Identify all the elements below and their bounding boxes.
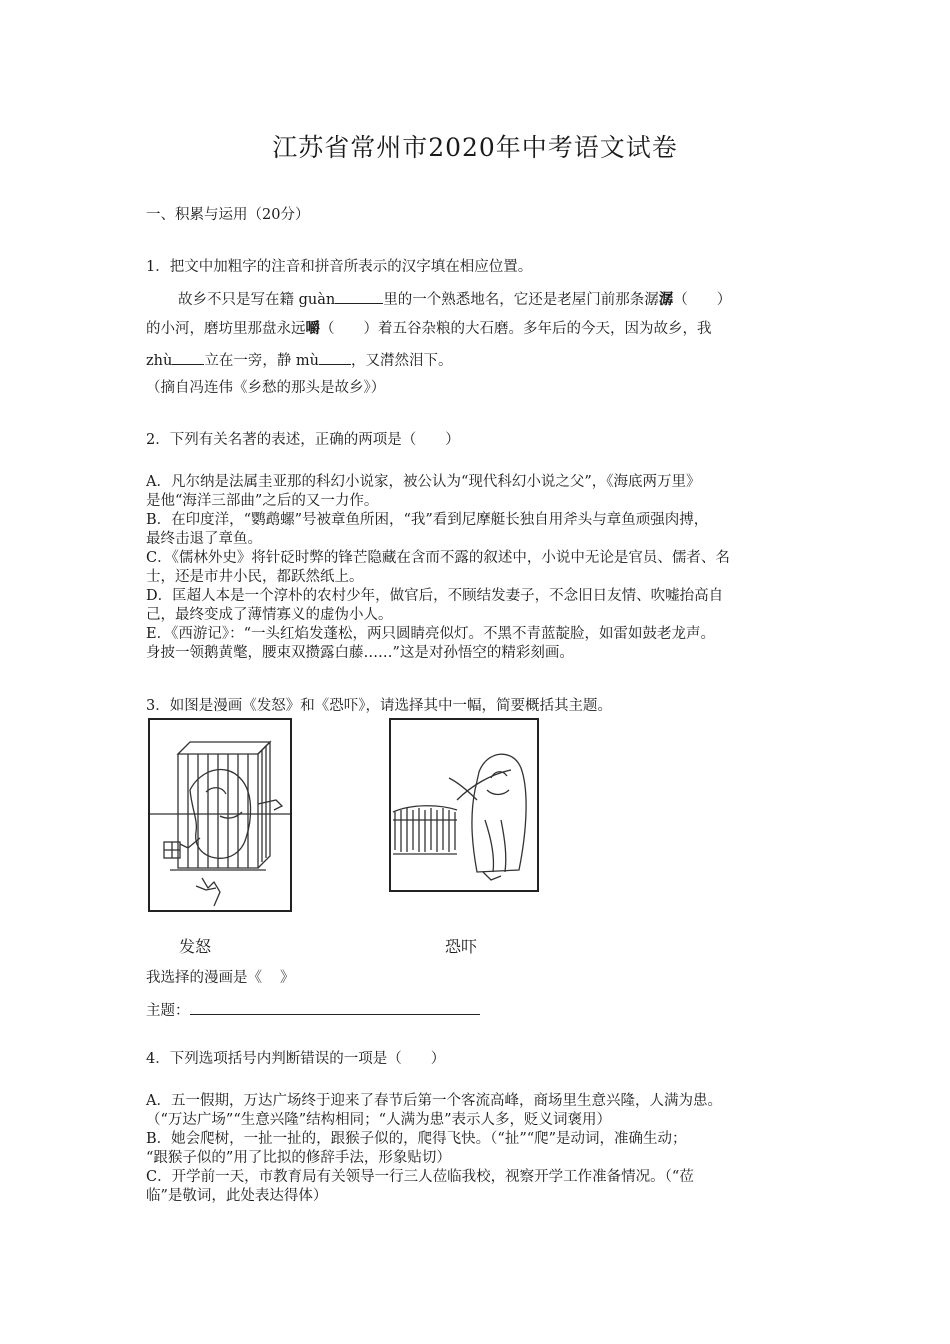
q2-option-line: B．在印度洋，“鹦鹉螺”号被章鱼所困，“我”看到尼摩艇长独自用斧头与章鱼顽强肉搏， xyxy=(146,512,709,528)
q1-text: （ ） xyxy=(673,292,732,308)
q2-option-line: 士，还是市井小民，都跃然纸上。 xyxy=(146,569,364,585)
q4-option-line: C．开学前一天，市教育局有关领导一行三人莅临我校，视察开学工作准备情况。（“莅 xyxy=(146,1169,694,1185)
q1-text: 里的一个熟悉地名，它还是老屋门前那条潺 xyxy=(383,292,659,308)
q1-text: 立在一旁，静 mù xyxy=(204,353,320,369)
q3-choice-suffix: 》 xyxy=(280,970,295,986)
q4-option-line: 临”是敬词，此处表达得体） xyxy=(146,1188,328,1204)
q4-option-line: （“万达广场”“生意兴隆”结构相同；“人满为患”表示人多，贬义词褒用） xyxy=(146,1112,611,1128)
q2-option-line: A．凡尔纳是法属圭亚那的科幻小说家，被公认为“现代科幻小说之父”，《海底两万里》 xyxy=(146,474,701,490)
q2-option-line: D．匡超人本是一个淳朴的农村少年，做官后，不顾结发妻子，不念旧日友情、吹嘘抬高自 xyxy=(146,588,724,604)
q3-theme-label: 主题： xyxy=(146,1003,190,1019)
bold-char: 嚼 xyxy=(305,320,320,337)
answer-blank[interactable] xyxy=(172,350,204,365)
q2-option-line: 身披一领鹅黄氅，腰束双攒露白藤……”这是对孙悟空的精彩刻画。 xyxy=(146,645,574,661)
q4-option-line: A．五一假期，万达广场终于迎来了春节后第一个客流高峰，商场里生意兴隆，人满为患。 xyxy=(146,1093,722,1109)
q1-text: （ ）着五谷杂粮的大石磨。多年后的今天，因为故乡，我 xyxy=(320,321,712,337)
q3-choice-line xyxy=(146,969,295,987)
cartoon-anger-drawing xyxy=(150,720,290,910)
q1-passage-line3 xyxy=(146,350,453,370)
q1-passage-line1 xyxy=(178,289,731,309)
q3-choice-prefix: 我选择的漫画是《 xyxy=(146,970,262,986)
q2-option-line: C．《儒林外史》将针砭时弊的锋芒隐藏在含而不露的叙述中，小说中无论是官员、儒者、名 xyxy=(146,550,730,566)
answer-blank[interactable] xyxy=(319,350,351,365)
q1-passage-line2 xyxy=(146,320,712,338)
q1-stem: 1．把文中加粗字的注音和拼音所表示的汉字填在相应位置。 xyxy=(146,259,533,275)
q1-source: （摘自冯连伟《乡愁的那头是故乡》） xyxy=(146,380,386,396)
exam-title: 江苏省常州市2020年中考语文试卷 xyxy=(272,133,678,162)
q3-stem: 3．如图是漫画《发怒》和《恐吓》，请选择其中一幅，简要概括其主题。 xyxy=(146,698,612,714)
q1-text: ，又潸然泪下。 xyxy=(351,353,453,369)
answer-blank[interactable] xyxy=(335,289,383,304)
cartoon-anger-image xyxy=(148,718,292,912)
cartoon-threat-image xyxy=(389,718,539,892)
q4-option-line: “跟猴子似的”用了比拟的修辞手法，形象贴切） xyxy=(146,1150,451,1166)
q2-stem: 2．下列有关名著的表述，正确的两项是（ ） xyxy=(146,432,460,448)
q1-text: 故乡不只是写在籍 guàn xyxy=(178,292,336,308)
q2-option-line: 最终击退了章鱼。 xyxy=(146,531,262,547)
section-heading: 一、积累与运用（20分） xyxy=(146,207,310,223)
q1-text: 的小河，磨坊里那盘永远 xyxy=(146,321,306,337)
q2-option-line: 己，最终变成了薄情寡义的虚伪小人。 xyxy=(146,607,393,623)
q4-stem: 4．下列选项括号内判断错误的一项是（ ） xyxy=(146,1051,446,1067)
q3-theme-blank[interactable] xyxy=(190,1000,480,1015)
q1-text: zhù xyxy=(146,353,173,369)
q4-option-line: B．她会爬树，一扯一扯的，跟猴子似的，爬得飞快。（“扯”“爬”是动词，准确生动； xyxy=(146,1131,687,1147)
cartoon-anger-caption: 发怒 xyxy=(179,937,212,956)
q3-theme-line xyxy=(146,1000,480,1020)
bold-char: 潺 xyxy=(658,291,674,308)
q2-option-line: 是他“海洋三部曲”之后的又一力作。 xyxy=(146,493,379,509)
q2-option-line: E．《西游记》：“一头红焰发蓬松，两只圆睛亮似灯。不黑不青蓝靛脸，如雷如鼓老龙声。 xyxy=(146,626,715,642)
cartoon-threat-drawing xyxy=(391,720,537,890)
cartoon-threat-caption: 恐吓 xyxy=(445,937,478,956)
